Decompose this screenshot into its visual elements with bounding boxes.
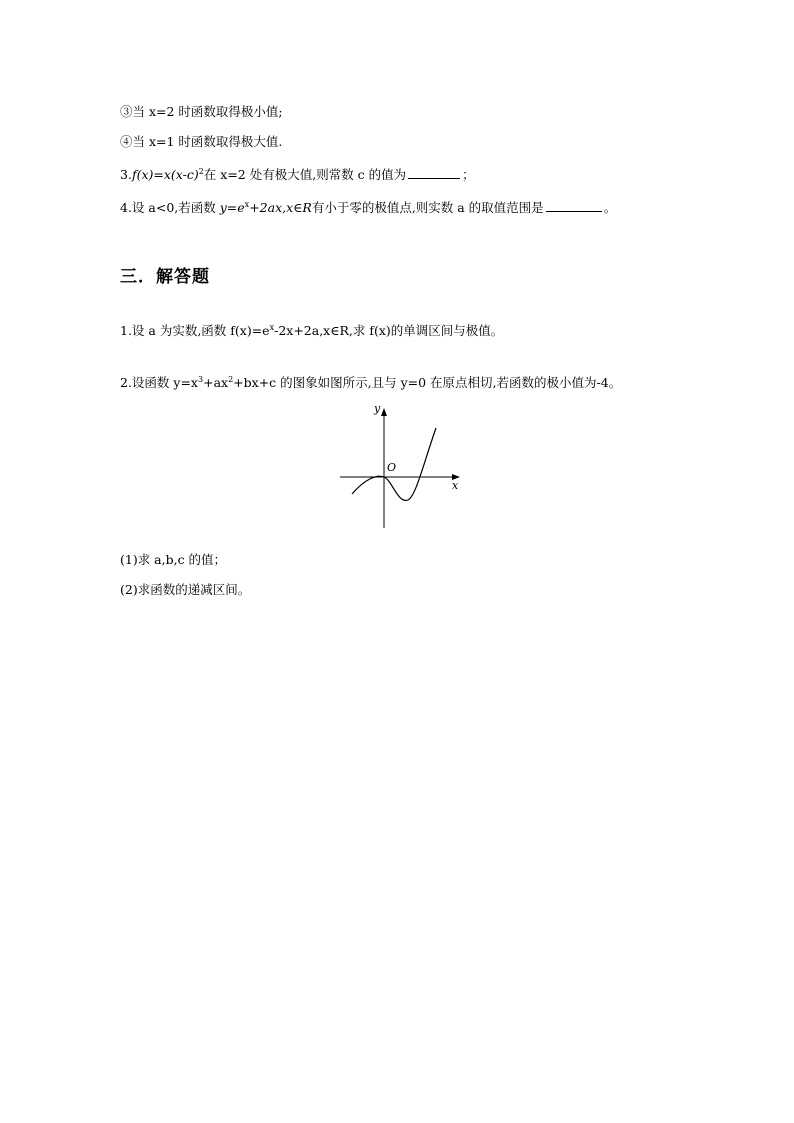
subquestion-2-text: (2)求函数的递减区间。 — [120, 582, 251, 597]
question-3-answer-blank[interactable] — [408, 166, 460, 179]
subquestion-1-text: (1)求 a,b,c 的值； — [120, 552, 227, 567]
question-3-exponent: 2 — [198, 166, 204, 176]
item-4 — [120, 134, 282, 150]
problem-1-exponent: x — [269, 322, 275, 332]
question-3-function: f(x)=x(x-c) — [131, 167, 199, 182]
question-4 — [120, 199, 616, 216]
question-4-intro: 4.设 a<0,若函数 — [120, 200, 220, 215]
question-4-text: 有小于零的极值点,则实数 a 的取值范围是 — [311, 200, 544, 215]
problem-2-text-a: 2.设函数 y=x — [120, 375, 198, 390]
item-3-text: ③当 x=2 时函数取得极小值; — [120, 104, 283, 119]
x-axis-label: x — [452, 479, 459, 492]
problem-1-text-b: -2x+2a,x∈R,求 f(x)的单调区间与极值。 — [274, 323, 504, 338]
section-heading: 三．解答题 — [120, 267, 210, 287]
question-4-answer-blank[interactable] — [546, 199, 602, 212]
origin-label: O — [387, 461, 397, 474]
item-3 — [120, 104, 283, 120]
problem-2-exponent-2: 2 — [228, 374, 234, 384]
problem-1-text-a: 1.设 a 为实数,函数 f(x)=e — [120, 323, 270, 338]
problem-2-exponent-1: 3 — [198, 374, 204, 384]
problem-1 — [120, 323, 503, 339]
question-3-number: 3. — [120, 167, 132, 182]
problem-2-text-c: +bx+c 的图象如图所示,且与 y=0 在原点相切,若函数的极小值为-4。 — [233, 375, 622, 390]
cubic-function-graph — [336, 400, 466, 532]
question-3 — [120, 166, 475, 183]
question-3-text: 在 x=2 处有极大值,则常数 c 的值为 — [203, 167, 407, 182]
question-4-expr: y=e — [219, 200, 245, 215]
subquestion-2 — [120, 582, 250, 598]
question-4-end: 。 — [603, 200, 617, 215]
problem-2 — [120, 375, 621, 391]
subquestion-1 — [120, 552, 226, 568]
y-axis-arrow — [381, 408, 387, 416]
question-4-expr-rest: +2ax,x∈R — [249, 200, 312, 215]
question-4-exponent: x — [244, 199, 250, 209]
question-3-end: ； — [462, 167, 475, 182]
item-4-text: ④当 x=1 时函数取得极大值. — [120, 134, 283, 149]
problem-2-text-b: +ax — [203, 375, 229, 390]
y-axis-label: y — [374, 402, 381, 415]
